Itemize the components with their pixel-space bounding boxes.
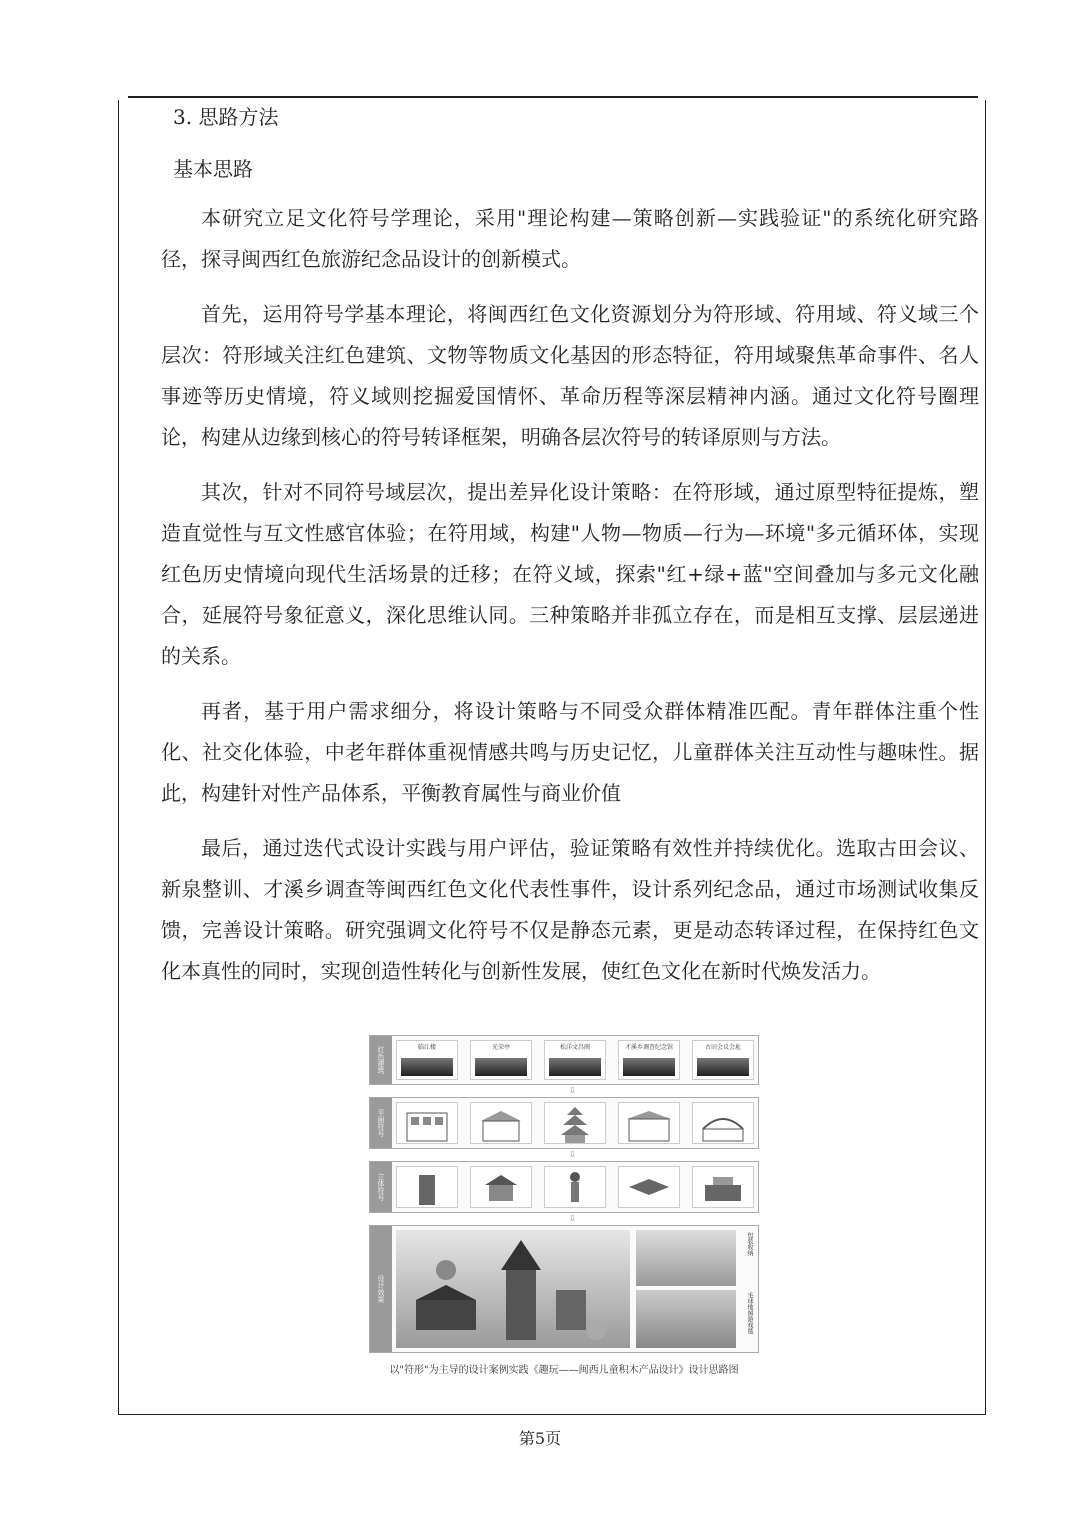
row-label: 平面符号 (370, 1098, 392, 1148)
flat-symbol-cell (396, 1102, 458, 1144)
building-photo (549, 1058, 601, 1076)
figure-row-buildings (369, 1035, 759, 1085)
text-content (161, 100, 979, 992)
flat-symbol-cell (692, 1102, 754, 1144)
building-photo (697, 1058, 749, 1076)
design-roadmap-figure (369, 1035, 759, 1375)
paragraph: 其次，针对不同符号域层次，提出差异化设计策略：在符形域，通过原型特征提炼，塑造直觉性与互文性感官体验；在符用域，构建"人物—物质—行为—环境"多元循环体，实现红色历史情境向现代生活场景的迁移；在符义域，探索"红+绿+蓝"空间叠加与多元文化融合，延展符号象征意义，深化思维认同。三种策略并非孤立存在，而是相互支撑、层层递进的关系。 (161, 480, 979, 668)
top-rule (128, 96, 978, 98)
flat-symbol-cell (544, 1102, 606, 1144)
down-arrow-icon: ⇩ (569, 1150, 576, 1159)
packaging-image (636, 1230, 736, 1286)
building-photo (623, 1058, 675, 1076)
figure-body (369, 1035, 759, 1353)
subsection-title: 基本思路 (173, 157, 253, 181)
3d-symbol-cell (470, 1166, 532, 1208)
down-arrow-icon: ⇩ (569, 1214, 576, 1223)
figure-row-flat-symbols (369, 1097, 759, 1149)
figure-caption: 以"符形"为主导的设计案例实践《趣玩——闽西儿童积木产品设计》设计思路图 (389, 1365, 739, 1376)
building-name: 松洋文昌阁 (559, 1044, 590, 1051)
building-name: 临江楼 (417, 1044, 436, 1051)
building-cell (618, 1040, 680, 1080)
3d-symbol-cell (692, 1166, 754, 1208)
paragraph: 本研究立足文化符号学理论，采用"理论构建—策略创新—实践验证"的系统化研究路径，探寻闽西红色旅游纪念品设计的创新模式。 (161, 206, 979, 271)
row-label: 立体符号 (370, 1162, 392, 1212)
paragraph: 最后，通过迭代式设计实践与用户评估，验证策略有效性并持续优化。选取古田会议、新泉整训、才溪乡调查等闽西红色文化代表性事件，设计系列纪念品，通过市场测试收集反馈，完善设计策略。研究强调文化符号不仅是静态元素，更是动态转译过程，在保持红色文化本真性的同时，实现创造性转化与创新性发展，使红色文化在新时代焕发活力。 (161, 836, 979, 983)
side-label: 毛球地图游戏毯 (746, 1292, 753, 1334)
3d-symbol-cell (396, 1166, 458, 1208)
3d-symbol-cell (618, 1166, 680, 1208)
page-number: 第5页 (518, 1429, 562, 1448)
flat-symbol-cell (470, 1102, 532, 1144)
map-rug-image (636, 1290, 736, 1348)
design-render-image (396, 1230, 630, 1348)
building-photo (475, 1058, 527, 1076)
building-name: 才溪乡调查纪念馆 (624, 1044, 673, 1051)
building-cell (396, 1040, 458, 1080)
building-name: 古田会议会址 (704, 1044, 741, 1051)
3d-symbol-cell (544, 1166, 606, 1208)
row-label: 红色建筑 (370, 1036, 392, 1084)
flat-symbol-cell (618, 1102, 680, 1144)
building-photo (401, 1058, 453, 1076)
down-arrow-icon: ⇩ (569, 1086, 576, 1095)
paragraph: 再者，基于用户需求细分，将设计策略与不同受众群体精准匹配。青年群体注重个性化、社交化体验，中老年群体重视情感共鸣与历史记忆，儿童群体关注互动性与趣味性。据此，构建针对性产品体系，平衡教育属性与商业价值 (161, 699, 979, 805)
content-frame (118, 100, 986, 1415)
section-title: 3. 思路方法 (173, 105, 279, 129)
row-label: 设计效果 (370, 1226, 392, 1352)
building-cell (470, 1040, 532, 1080)
side-label: 包装收纳 (746, 1232, 753, 1256)
building-cell (544, 1040, 606, 1080)
building-name: 光荣亭 (491, 1044, 510, 1051)
paragraph: 首先，运用符号学基本理论，将闽西红色文化资源划分为符形域、符用域、符义域三个层次：符形域关注红色建筑、文物等物质文化基因的形态特征，符用域聚焦革命事件、名人事迹等历史情境，符义域则挖掘爱国情怀、革命历程等深层精神内涵。通过文化符号圈理论，构建从边缘到核心的符号转译框架，明确各层次符号的转译原则与方法。 (161, 302, 979, 449)
figure-row-design-effect (369, 1225, 759, 1353)
figure-row-3d-symbols (369, 1161, 759, 1213)
building-cell (692, 1040, 754, 1080)
